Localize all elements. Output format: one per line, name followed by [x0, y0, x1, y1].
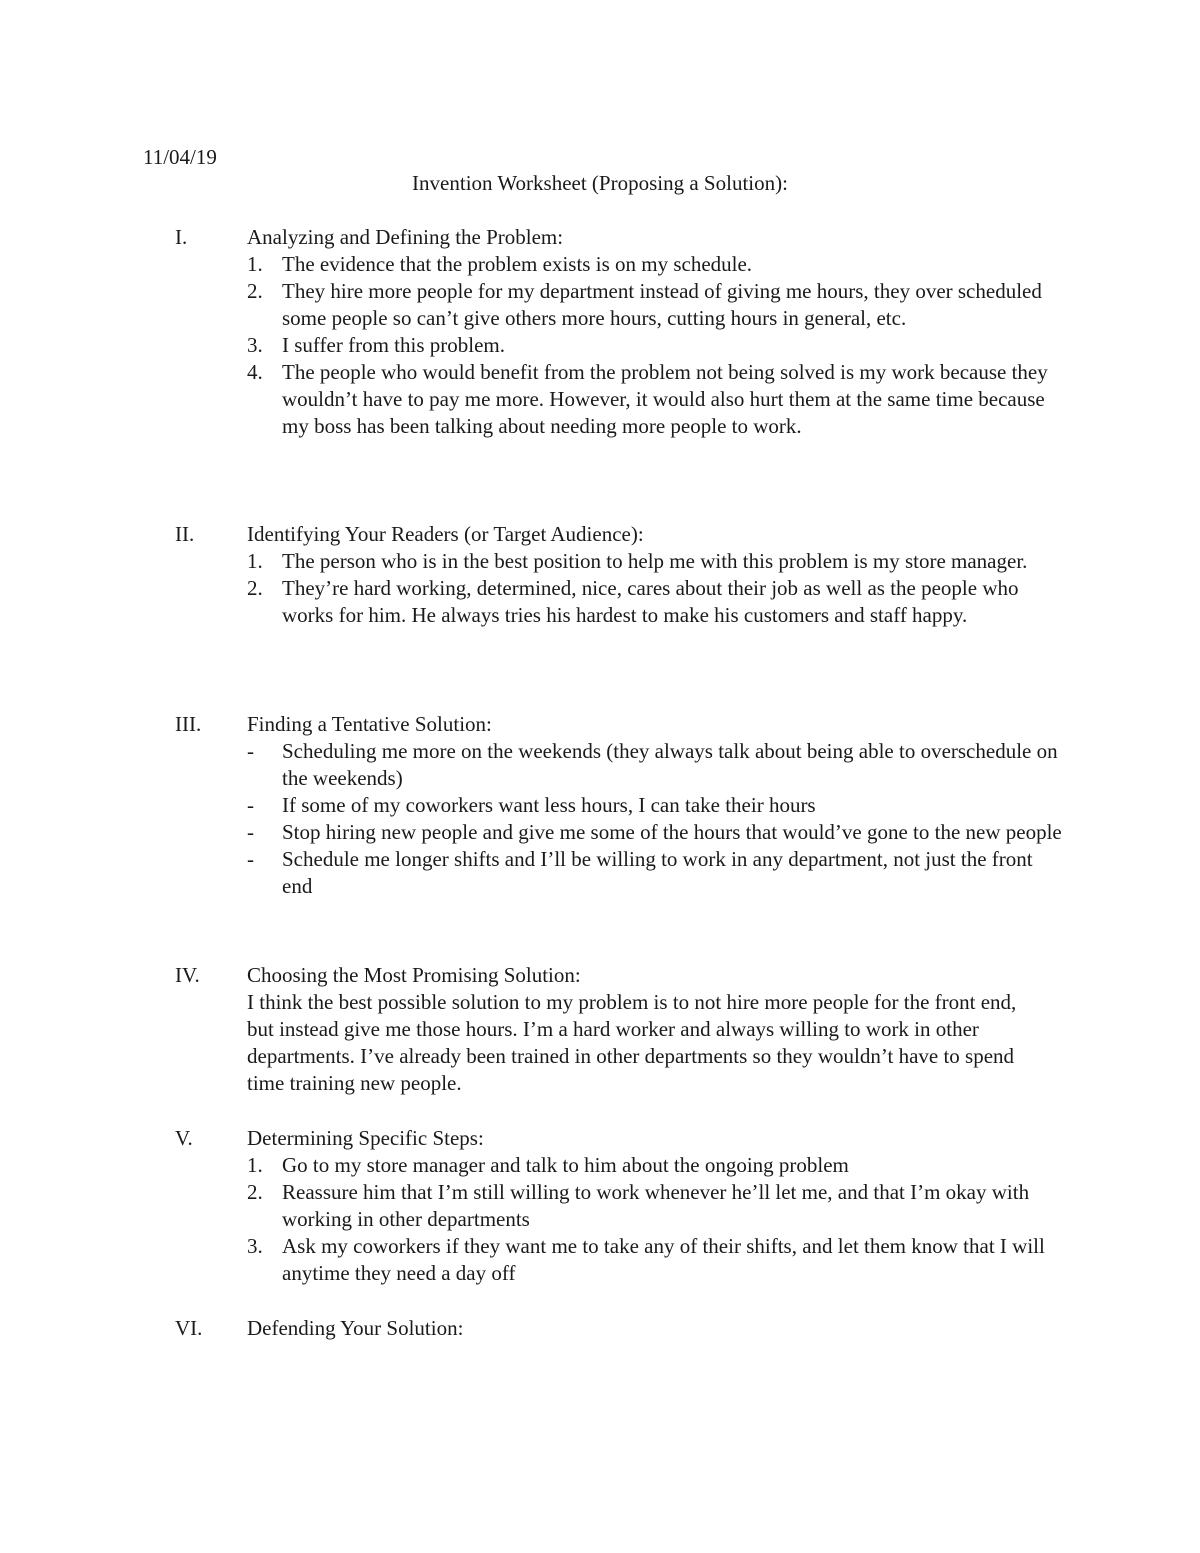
list-item-text: Scheduling me more on the weekends (they always talk about being able to overschedule on the weekends) — [282, 739, 1058, 790]
section-numeral: VI. — [175, 1316, 203, 1340]
document-title: Invention Worksheet (Proposing a Solution): — [412, 171, 788, 195]
bullet-list — [247, 738, 1067, 900]
list-item-text: The person who is in the best position to help me with this problem is my store manager. — [282, 549, 1028, 573]
list-item-text: They’re hard working, determined, nice, cares about their job as well as the people who works for him. He always tries his hardest to make his customers and staff happy. — [282, 576, 1019, 627]
list-marker: - — [247, 820, 254, 844]
list-item-text: Ask my coworkers if they want me to take any of their shifts, and let them know that I will anytime they need a day off — [282, 1234, 1045, 1285]
section-body — [247, 711, 1067, 900]
list-item-text: Stop hiring new people and give me some of the hours that would’ve gone to the new people — [282, 820, 1062, 844]
list-item-text: Schedule me longer shifts and I’ll be willing to work in any department, not just the front end — [282, 847, 1033, 898]
section-heading: Analyzing and Defining the Problem: — [247, 225, 564, 249]
section-heading: Defending Your Solution: — [247, 1316, 464, 1340]
list-marker: - — [247, 847, 254, 871]
section-numeral: V. — [175, 1126, 193, 1150]
list-item — [247, 738, 1067, 792]
list-item-text: If some of my coworkers want less hours, I can take their hours — [282, 793, 816, 817]
list-marker: 2. — [247, 576, 263, 600]
numbered-list — [247, 251, 1067, 440]
list-item — [247, 251, 1067, 278]
list-item — [247, 332, 1067, 359]
list-item-text: The people who would benefit from the problem not being solved is my work because they wouldn’t have to pay me more. However, it would also hurt them at the same time because my boss has been talking about needing more people to work. — [282, 360, 1048, 438]
numbered-list — [247, 548, 1067, 629]
list-item-text: The evidence that the problem exists is on my schedule. — [282, 252, 753, 276]
list-marker: 4. — [247, 360, 263, 384]
section-heading: Identifying Your Readers (or Target Audience): — [247, 522, 644, 546]
section-body — [247, 224, 1067, 440]
list-marker: 3. — [247, 333, 263, 357]
document-date: 11/04/19 — [143, 145, 217, 169]
list-marker: - — [247, 739, 254, 763]
list-item — [247, 548, 1067, 575]
section-body — [247, 962, 1067, 1097]
list-item — [247, 359, 1067, 440]
section-paragraph: I think the best possible solution to my problem is to not hire more people for the front end, but instead give me those hours. I’m a hard worker and always willing to work in other departments. I’ve already been trained in other departments so they wouldn’t have to spend time training new people. — [247, 990, 1017, 1095]
section-numeral: III. — [175, 712, 202, 736]
list-item-text: They hire more people for my department instead of giving me hours, they over scheduled some people so can’t give others more hours, cutting hours in general, etc. — [282, 279, 1042, 330]
list-marker: 2. — [247, 1180, 263, 1204]
list-item — [247, 575, 1067, 629]
list-item — [247, 846, 1067, 900]
list-marker: - — [247, 793, 254, 817]
section-body — [247, 1125, 1067, 1287]
section-numeral: I. — [175, 225, 188, 249]
section-heading: Determining Specific Steps: — [247, 1126, 484, 1150]
list-item — [247, 1179, 1067, 1233]
section-body — [247, 1315, 1067, 1342]
section-heading: Choosing the Most Promising Solution: — [247, 963, 581, 987]
list-item-text: I suffer from this problem. — [282, 333, 505, 357]
list-marker: 3. — [247, 1234, 263, 1258]
list-item — [247, 792, 1067, 819]
list-marker: 2. — [247, 279, 263, 303]
list-item — [247, 1233, 1067, 1287]
list-item — [247, 1152, 1067, 1179]
list-item — [247, 819, 1067, 846]
section-numeral: IV. — [175, 963, 200, 987]
list-marker: 1. — [247, 549, 263, 573]
list-marker: 1. — [247, 1153, 263, 1177]
list-item-text: Reassure him that I’m still willing to work whenever he’ll let me, and that I’m okay with working in other departments — [282, 1180, 1030, 1231]
section-heading: Finding a Tentative Solution: — [247, 712, 492, 736]
list-item — [247, 278, 1067, 332]
section-body — [247, 521, 1067, 629]
numbered-list — [247, 1152, 1067, 1287]
list-marker: 1. — [247, 252, 263, 276]
list-item-text: Go to my store manager and talk to him about the ongoing problem — [282, 1153, 849, 1177]
section-numeral: II. — [175, 522, 195, 546]
